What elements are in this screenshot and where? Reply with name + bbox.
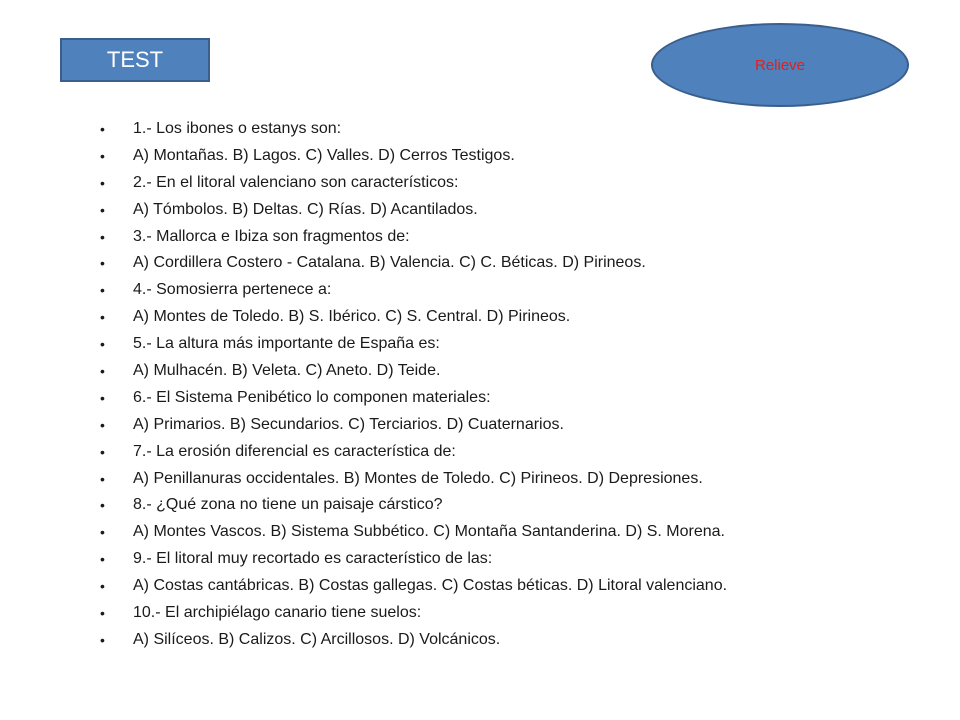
list-item-text: 8.- ¿Qué zona no tiene un paisaje cárstico? — [133, 496, 443, 514]
list-item-text: A) Montes de Toledo. B) S. Ibérico. C) S. Central. D) Pirineos. — [133, 308, 571, 326]
list-item — [100, 250, 727, 277]
test-title-box — [60, 38, 210, 82]
list-item-text: 6.- El Sistema Penibético lo componen materiales: — [133, 388, 491, 406]
list-item — [100, 143, 727, 170]
list-item-text: A) Cordillera Costero - Catalana. B) Valencia. C) C. Béticas. D) Pirineos. — [133, 254, 646, 272]
list-item — [100, 412, 727, 439]
topic-ellipse — [651, 23, 909, 107]
list-item-text: A) Mulhacén. B) Veleta. C) Aneto. D) Teide. — [133, 362, 441, 380]
list-item-text: 9.- El litoral muy recortado es característico de las: — [133, 550, 493, 568]
list-item — [100, 600, 727, 627]
list-item-text: A) Tómbolos. B) Deltas. C) Rías. D) Acantilados. — [133, 200, 478, 218]
list-item — [100, 519, 727, 546]
topic-label: Relieve — [754, 56, 806, 74]
list-item-text: 5.- La altura más importante de España es: — [133, 335, 440, 353]
bullet-icon: • — [100, 309, 105, 326]
bullet-icon: • — [100, 336, 105, 353]
list-item — [100, 277, 727, 304]
bullet-icon: • — [100, 147, 105, 164]
list-item — [100, 224, 727, 251]
list-item — [100, 170, 727, 197]
bullet-icon: • — [100, 255, 105, 272]
bullet-icon: • — [100, 524, 105, 541]
list-item-text: 2.- En el litoral valenciano son característicos: — [133, 173, 459, 191]
bullet-icon: • — [100, 228, 105, 245]
list-item — [100, 439, 727, 466]
list-item-text: 1.- Los ibones o estanys son: — [133, 120, 342, 137]
bullet-icon: • — [100, 551, 105, 568]
bullet-icon: • — [100, 201, 105, 218]
list-item — [100, 466, 727, 493]
list-item — [100, 116, 727, 143]
bullet-icon: • — [100, 121, 105, 137]
list-item — [100, 304, 727, 331]
bullet-icon: • — [100, 443, 105, 460]
list-item-text: 10.- El archipiélago canario tiene suelos: — [133, 604, 422, 622]
list-item-text: A) Montes Vascos. B) Sistema Subbético. C) Montaña Santanderina. D) S. Morena. — [133, 523, 725, 541]
list-item-text: A) Penillanuras occidentales. B) Montes de Toledo. C) Pirineos. D) Depresiones. — [133, 469, 703, 487]
list-item-text: A) Silíceos. B) Calizos. C) Arcillosos. D) Volcánicos. — [133, 630, 501, 648]
list-item-text: 3.- Mallorca e Ibiza son fragmentos de: — [133, 227, 410, 245]
list-item — [100, 573, 727, 600]
list-item-text: A) Montañas. B) Lagos. C) Valles. D) Cerros Testigos. — [133, 146, 515, 164]
list-item — [100, 385, 727, 412]
list-item — [100, 492, 727, 519]
bullet-icon: • — [100, 363, 105, 380]
question-list — [100, 116, 727, 654]
list-item-text: A) Costas cantábricas. B) Costas gallegas. C) Costas béticas. D) Litoral valenciano. — [133, 577, 728, 595]
list-item-text: A) Primarios. B) Secundarios. C) Terciarios. D) Cuaternarios. — [133, 415, 564, 433]
test-title-label: TEST — [106, 47, 164, 72]
list-item — [100, 358, 727, 385]
list-item — [100, 197, 727, 224]
bullet-icon: • — [100, 174, 105, 191]
bullet-icon: • — [100, 497, 105, 514]
list-item-text: 7.- La erosión diferencial es característica de: — [133, 442, 456, 460]
list-item — [100, 627, 727, 654]
list-item-text: 4.- Somosierra pertenece a: — [133, 281, 332, 299]
bullet-icon: • — [100, 578, 105, 595]
list-item — [100, 331, 727, 358]
list-item — [100, 546, 727, 573]
bullet-icon: • — [100, 605, 105, 622]
bullet-icon: • — [100, 389, 105, 406]
bullet-icon: • — [100, 631, 105, 648]
bullet-icon: • — [100, 416, 105, 433]
bullet-icon: • — [100, 470, 105, 487]
bullet-icon: • — [100, 282, 105, 299]
